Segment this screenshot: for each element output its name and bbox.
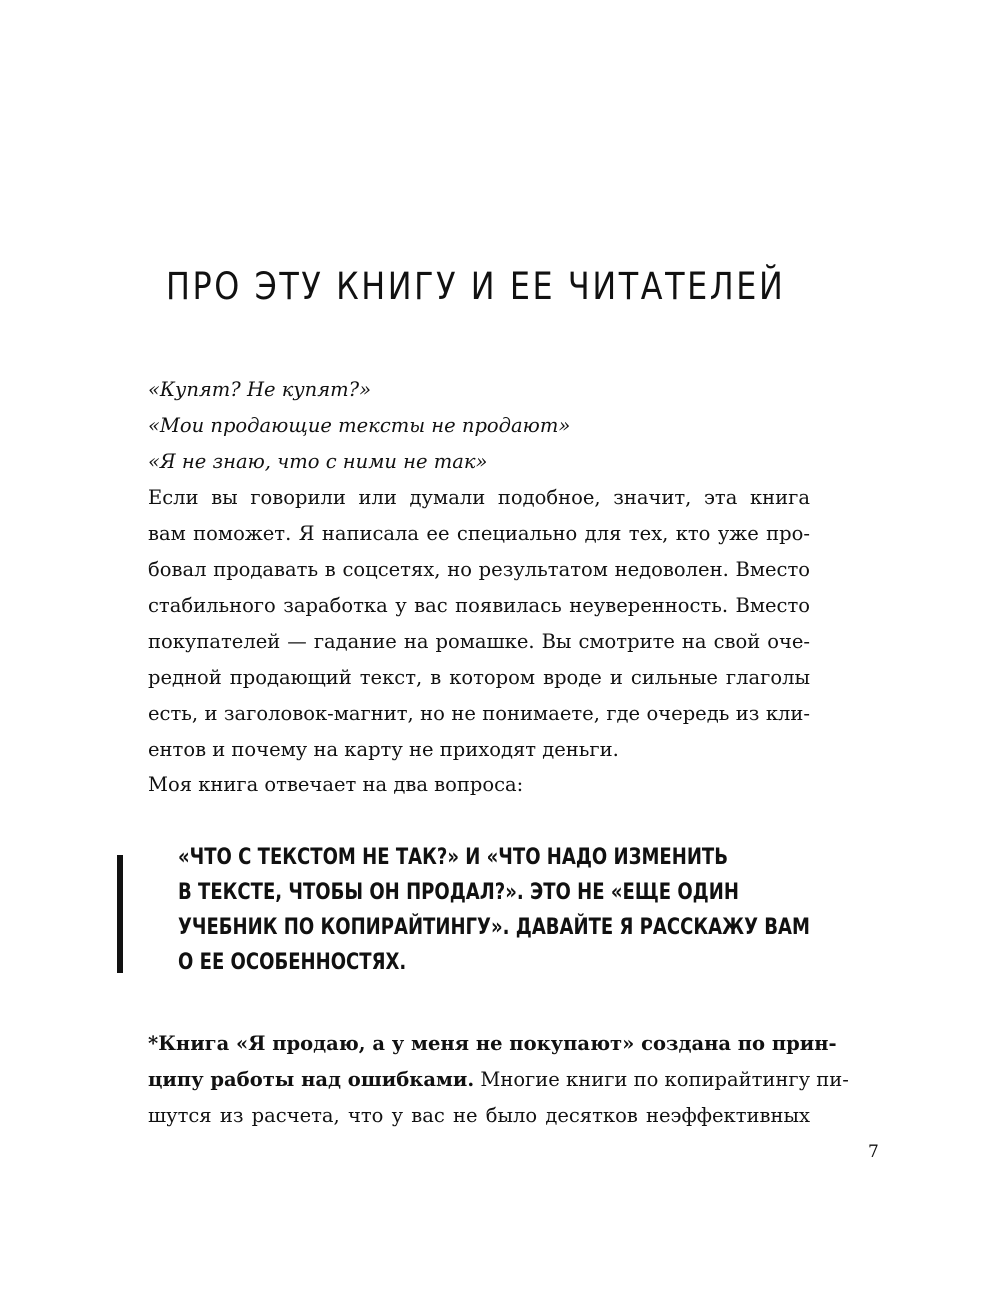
paragraph-line <box>148 1062 849 1098</box>
paragraph-line: редной продающий текст, в котором вроде и сильные глаголы <box>148 666 810 689</box>
quote-line: «Мои продающие тексты не продают» <box>148 414 571 437</box>
bold-text: ципу работы над ошибками. <box>148 1068 475 1091</box>
features-paragraph <box>148 1026 849 1134</box>
paragraph-line: покупателей — гадание на ромашке. Вы смотрите на свой оче- <box>148 630 810 653</box>
callout-line: В ТЕКСТЕ, ЧТОБЫ ОН ПРОДАЛ?». ЭТО НЕ «ЕЩЕ ОДИН <box>178 880 739 905</box>
callout-bar <box>117 855 123 973</box>
callout-block <box>178 840 810 980</box>
callout-line: УЧЕБНИК ПО КОПИРАЙТИНГУ». ДАВАЙТЕ Я РАССКАЖУ ВАМ <box>178 915 810 940</box>
intro-paragraph <box>148 480 810 768</box>
questions-intro-paragraph <box>148 767 810 803</box>
regular-text: Многие книги по копирайтингу пи- <box>474 1068 849 1091</box>
paragraph-line <box>148 1026 837 1062</box>
chapter-title: ПРО ЭТУ КНИГУ И ЕЕ ЧИТАТЕЛЕЙ <box>166 265 786 308</box>
callout-line: О ЕЕ ОСОБЕННОСТЯХ. <box>178 950 407 975</box>
quote-line: «Я не знаю, что с ними не так» <box>148 450 488 473</box>
page-number: 7 <box>868 1142 879 1162</box>
callout-line: «ЧТО С ТЕКСТОМ НЕ ТАК?» И «ЧТО НАДО ИЗМЕНИТЬ <box>178 845 729 870</box>
paragraph-line: шутся из расчета, что у вас не было десятков неэффективных <box>148 1104 810 1127</box>
epigraph-quotes <box>148 372 810 480</box>
quote-line: «Купят? Не купят?» <box>148 378 371 401</box>
paragraph-line: вам поможет. Я написала ее специально для тех, кто уже про- <box>148 522 810 545</box>
paragraph-line: стабильного заработка у вас появилась неуверенность. Вместо <box>148 594 810 617</box>
paragraph-line: Моя книга отвечает на два вопроса: <box>148 773 524 796</box>
paragraph-line: Если вы говорили или думали подобное, значит, эта книга <box>148 486 810 509</box>
bold-text: *Книга «Я продаю, а у меня не покупают» создана по прин- <box>148 1032 837 1055</box>
paragraph-line: есть, и заголовок-магнит, но не понимаете, где очередь из кли- <box>148 702 810 725</box>
paragraph-line: ентов и почему на карту не приходят деньги. <box>148 738 619 761</box>
paragraph-line: бовал продавать в соцсетях, но результатом недоволен. Вместо <box>148 558 810 581</box>
